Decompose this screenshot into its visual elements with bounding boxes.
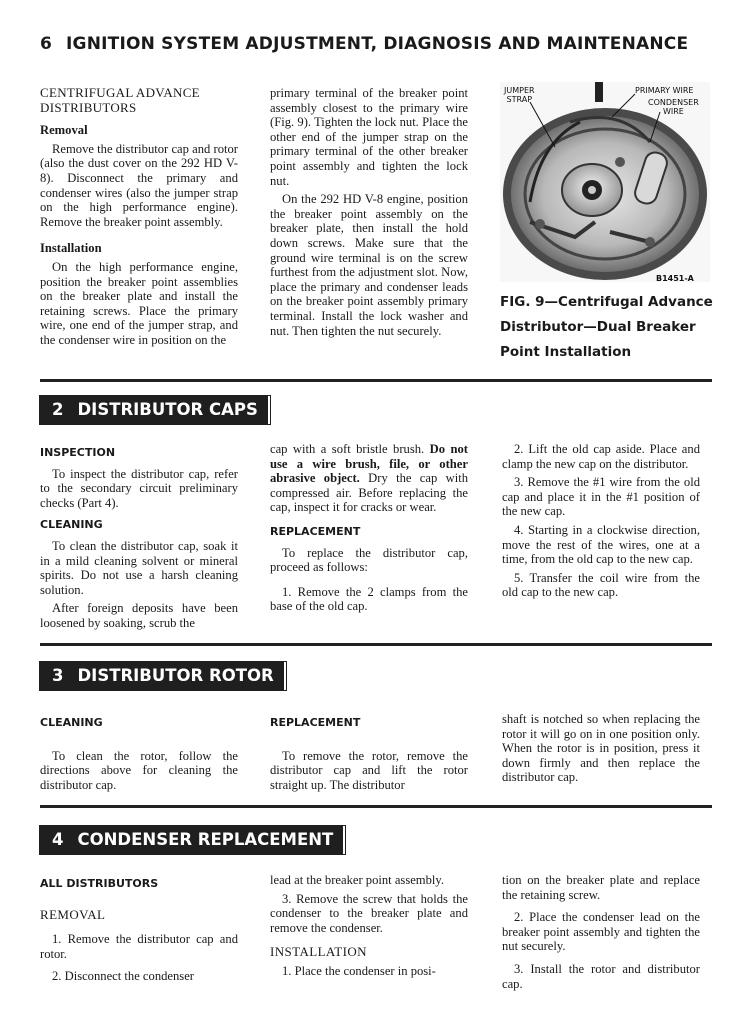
section-3-column-1 — [40, 712, 238, 796]
section-2-column-2 — [270, 442, 468, 618]
cleaning-heading: CLEANING — [40, 518, 103, 532]
label-primary-wire: PRIMARY WIRE — [635, 86, 694, 95]
installation-heading: INSTALLATION — [270, 944, 367, 960]
removal-heading: REMOVAL — [40, 906, 106, 922]
cleaning-lead: cap with a soft bristle brush. — [270, 442, 425, 456]
section-4-column-3 — [502, 873, 700, 995]
section-divider — [40, 379, 712, 382]
section-title: DISTRIBUTOR ROTOR — [77, 666, 274, 685]
rotor-replacement-text: To remove the rotor, remove the distributor cap and lift the rotor straight up. The distributor — [270, 748, 468, 792]
running-header — [40, 34, 710, 54]
section-4-column-2 — [270, 873, 468, 983]
cleaning-text-1: To clean the distributor cap, soak it in a mild cleaning solvent or mineral spirits. Do not use a harsh cleaning solution. — [40, 538, 238, 597]
install-step-2: 2. Place the condenser lead on the breaker point assembly and tighten the nut securely. — [502, 910, 700, 954]
page-number: 6 — [40, 34, 53, 54]
section-2-banner — [40, 396, 270, 424]
removal-heading: Removal — [40, 123, 88, 138]
section-title-line-2: DISTRIBUTORS — [40, 99, 137, 115]
section-title: CONDENSER REPLACEMENT — [77, 830, 334, 849]
section-divider — [40, 805, 712, 808]
figure-9-photo — [500, 82, 710, 282]
replacement-intro: To replace the distributor cap, proceed as follows: — [270, 545, 468, 575]
label-condenser-wire: CONDENSER WIRE — [648, 98, 699, 116]
install-step-1: 1. Place the condenser in posi- — [282, 963, 436, 978]
cleaning-text-2: After foreign deposits have been loosened by soaking, scrub the — [40, 601, 238, 630]
inspection-heading: INSPECTION — [40, 446, 116, 459]
section-title: DISTRIBUTOR CAPS — [77, 400, 258, 419]
cleaning-warning: Do not use a wire brush, file, or other abrasive object. — [270, 442, 468, 486]
intro-column-2 — [270, 86, 468, 342]
inspection-text: To inspect the distributor cap, refer to the secondary circuit preliminary checks (Part 4). — [40, 466, 238, 510]
rotor-replacement-continued: shaft is notched so when replacing the rotor it will go on in one position only. When the rotor is in position, press it down firmly and then replace the distributor cap. — [502, 712, 700, 785]
replacement-step-2: 2. Lift the old cap aside. Place and clamp the new cap on the distributor. — [502, 442, 700, 471]
rotor-cleaning-text: To clean the rotor, follow the directions above for cleaning the distributor cap. — [40, 748, 238, 792]
section-number: 4 — [52, 830, 64, 849]
cleaning-rest: Dry the cap with compressed air. Before replacing the cap, inspect it for cracks or wear. — [270, 471, 468, 515]
section-3-banner — [40, 662, 286, 690]
section-title-line-1: CENTRIFUGAL ADVANCE — [40, 85, 200, 100]
replacement-step-1: 1. Remove the 2 clamps from the base of the old cap. — [270, 584, 468, 614]
replacement-step-5: 5. Transfer the coil wire from the old cap to the new cap. — [502, 570, 700, 600]
section-2-column-3 — [502, 442, 700, 604]
intro-paragraph-292hd: On the 292 HD V-8 engine, position the breaker point assembly on the breaker plate, then install the hold down screws. Make sure that the ground wire terminal is on the screw furthest from the adjustment slot. Now, place the primary and condenser leads on the breaker point assembly primary terminal. Install the lock washer and nut. Then tighten the nut securely. — [270, 192, 468, 338]
replacement-step-4: 4. Starting in a clockwise direction, move the rest of the wires, one at a time, from the old cap to the new cap. — [502, 522, 700, 567]
removal-step-1: 1. Remove the distributor cap and rotor. — [40, 932, 238, 961]
page-title: IGNITION SYSTEM ADJUSTMENT, DIAGNOSIS AND MAINTENANCE — [66, 34, 689, 54]
install-step-3: 3. Install the rotor and distributor cap. — [502, 961, 700, 991]
installation-text: On the high performance engine, position the breaker point assemblies on the breaker plate and install the retaining screws. Place the primary wire, one end of the jumper strap, and the condenser wire in position on the — [40, 259, 238, 347]
removal-step-2-continued: lead at the breaker point assembly. — [270, 873, 445, 887]
cleaning-text-continued — [270, 442, 468, 515]
intro-paragraph-continued: primary terminal of the breaker point assembly closest to the primary wire (Fig. 9). Tighten the lock nut. Place the other end of the jumper strap on the primary terminal of the other breaker point assembly and tighten the lock nut. — [270, 86, 468, 188]
removal-text: Remove the distributor cap and rotor (also the dust cover on the 292 HD V-8). Disconnect the primary and condenser wires (also the jumper strap on the high performance engine). Remove the breaker point assembly. — [40, 141, 238, 229]
removal-step-3: 3. Remove the screw that holds the condenser to the breaker plate and remove the condenser. — [270, 891, 468, 935]
section-2-column-1 — [40, 442, 238, 635]
section-4-banner — [40, 826, 345, 854]
cleaning-heading: CLEANING — [40, 716, 103, 729]
section-4-column-1 — [40, 873, 238, 988]
label-jumper-strap: JUMPER STRAP — [504, 86, 535, 104]
replacement-step-3: 3. Remove the #1 wire from the old cap and place it in the #1 position of the new cap. — [502, 475, 700, 519]
section-title — [40, 86, 238, 115]
figure-code: B1451-A — [656, 274, 694, 283]
replacement-heading: REPLACEMENT — [270, 524, 361, 538]
install-step-1-continued: tion on the breaker plate and replace the retaining screw. — [502, 873, 700, 902]
intro-column-1 — [40, 86, 238, 352]
replacement-heading: REPLACEMENT — [270, 716, 361, 729]
section-divider — [40, 643, 712, 646]
all-distributors-heading: ALL DISTRIBUTORS — [40, 877, 159, 890]
section-3-column-2 — [270, 712, 468, 796]
installation-heading: Installation — [40, 241, 102, 256]
section-3-column-3 — [502, 712, 700, 789]
removal-step-2: 2. Disconnect the condenser — [52, 969, 194, 984]
section-number: 2 — [52, 400, 64, 419]
section-number: 3 — [52, 666, 64, 685]
figure-caption: FIG. 9—Centrifugal Advance Distributor—Dual Breaker Point Installation — [500, 294, 713, 360]
